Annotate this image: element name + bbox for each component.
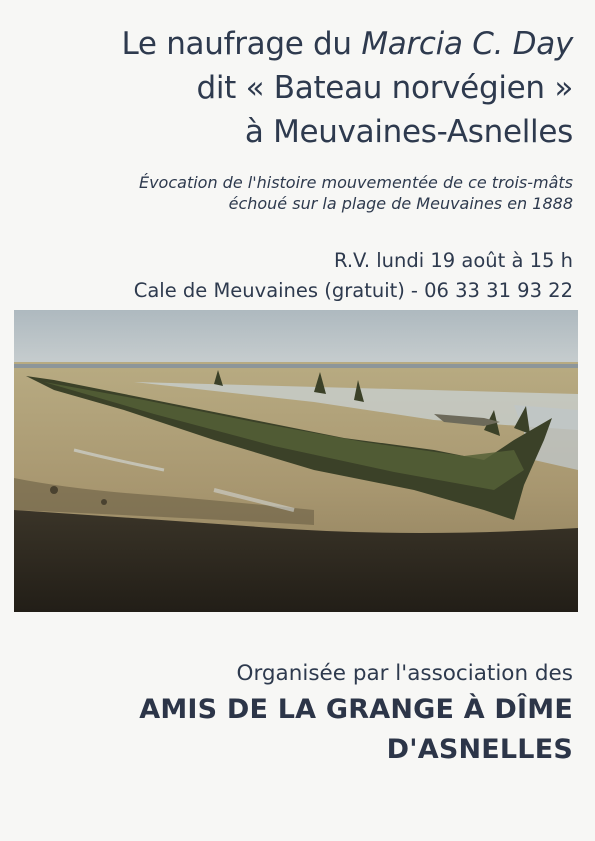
- shipwreck-photo: [14, 310, 578, 612]
- organizer-block: [13, 658, 573, 770]
- subtitle-line-2: échoué sur la plage de Meuvaines en 1888: [228, 194, 573, 213]
- title-line-2: dit « Bateau norvégien »: [196, 70, 573, 106]
- title-block: [13, 22, 573, 154]
- rendezvous-phone: - 06 33 31 93 22: [410, 279, 573, 302]
- ship-name: Marcia C. Day: [361, 26, 573, 62]
- rendezvous-date: R.V. lundi 19 août à 15 h: [333, 249, 573, 272]
- rendezvous-place-line: [13, 276, 573, 306]
- title-line-3: à Meuvaines-Asnelles: [244, 114, 573, 150]
- association-name-line-1: AMIS DE LA GRANGE À DÎME: [139, 694, 573, 725]
- organizer-intro: Organisée par l'association des: [236, 661, 573, 686]
- title-line-1: [13, 22, 573, 66]
- subtitle-line-1: Évocation de l'histoire mouvementée de ce trois-mâts: [138, 173, 573, 192]
- rendezvous-place: Cale de Meuvaines (gratuit): [133, 279, 405, 302]
- title-prefix: Le naufrage du: [121, 26, 362, 62]
- association-name-line-2: D'ASNELLES: [386, 734, 573, 765]
- subtitle-block: [13, 172, 573, 214]
- rendezvous-block: [13, 246, 573, 306]
- shipwreck-photo-illustration: [14, 310, 578, 612]
